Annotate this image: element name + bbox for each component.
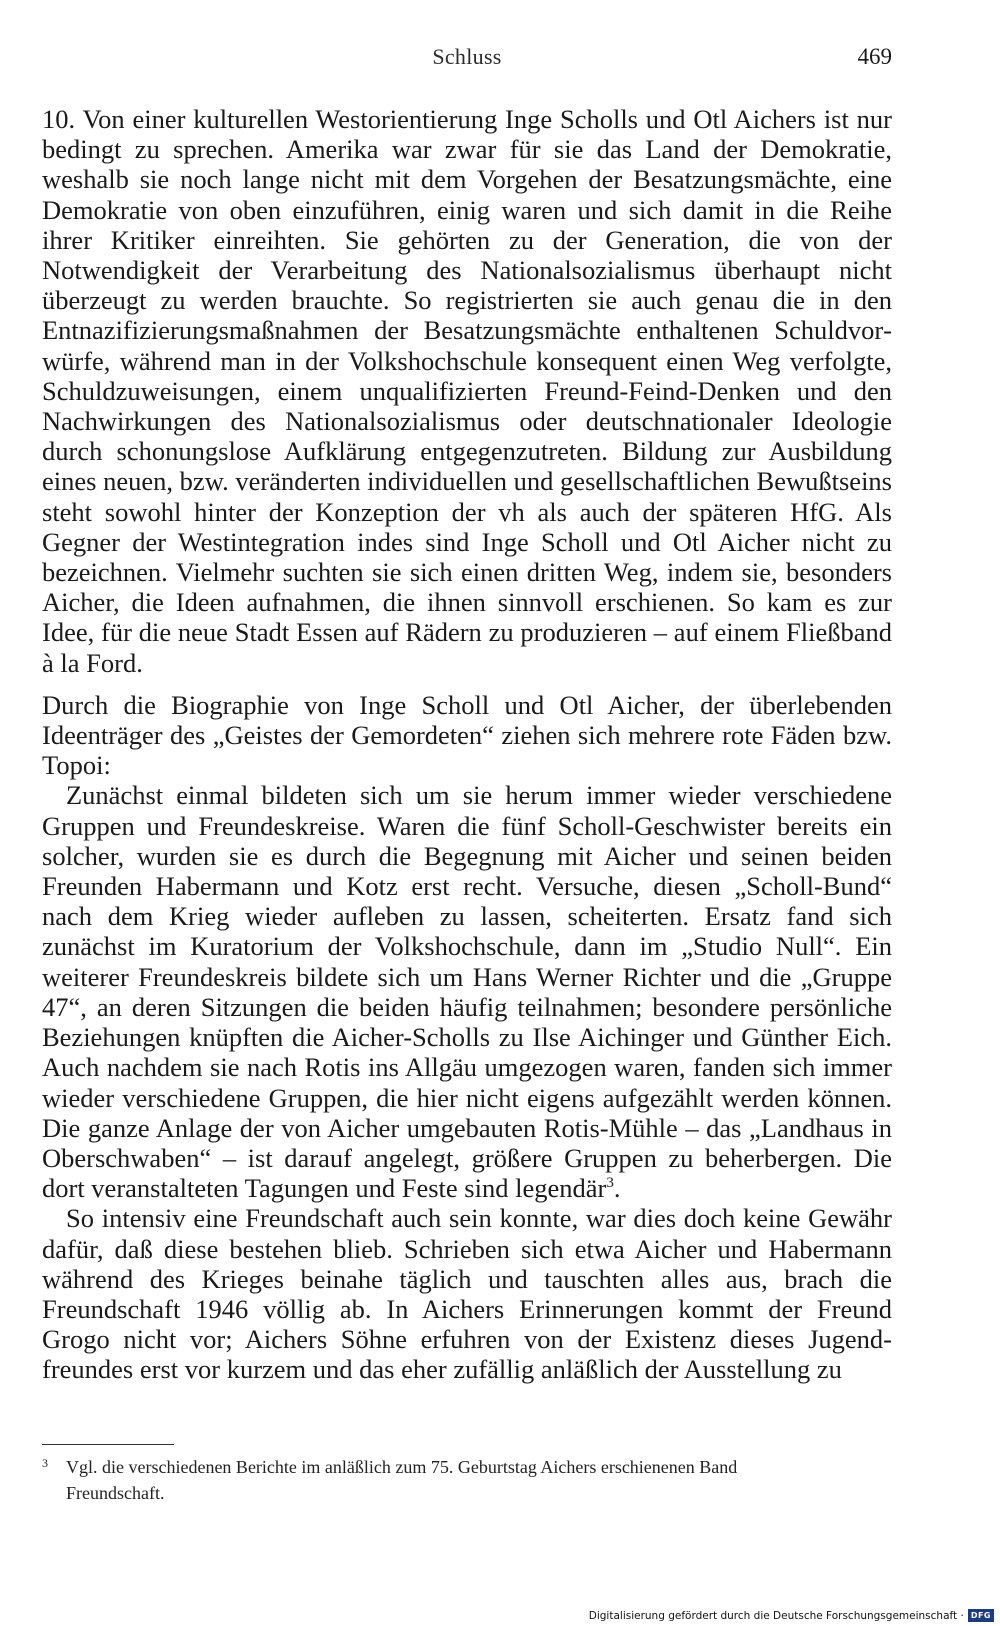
footnote-line-2: Freundschaft. bbox=[66, 1483, 165, 1503]
digitization-credit bbox=[589, 1609, 994, 1622]
page-number: 469 bbox=[857, 44, 892, 69]
footnote bbox=[42, 1454, 892, 1506]
paragraph-friend-groups-text: Zunächst einmal bildeten sich um sie herum immer wieder verschiedene Gruppen und Freundeskreise. Waren die fünf Scholl-Geschwister bereits ein solcher, wurden sie es durch die Begegnung mit Aicher und seinen beiden Freunden Habermann und Kotz erst recht. Versuche, diesen „Scholl-Bund“ nach dem Krieg wieder aufleben zu lassen, scheiterten. Ersatz fand sich zunächst im Kuratorium der Volkshochschule, dann im „Studio Null“. Ein weiterer Freundeskreis bildete sich um Hans Werner Richter und die „Gruppe 47“, an deren Sitzungen die beiden häufig teilnahmen; besondere persönliche Beziehungen knüpften die Aicher-Scholls zu Ilse Aichinger und Günther Eich. Auch nachdem sie nach Rotis ins Allgäu umgezogen waren, fanden sich immer wieder verschiedene Gruppen, die hier nicht eigens aufgezählt werden können. Die ganze Anlage der von Aicher umgebauten Rotis-Mühle – das „Landhaus in Oberschwaben“ – ist darauf angelegt, größere Gruppen zu beherbergen. Die dort veranstalteten Tagungen und Feste sind legendär bbox=[42, 780, 892, 1204]
footnote-reference[interactable]: 3 bbox=[606, 1175, 614, 1192]
paragraph-friendship: So intensiv eine Freundschaft auch sein konnte, war dies doch keine Gewähr dafür, daß diese bestehen blieb. Schrieben sich etwa Aicher und Habermann während des Krieges beinahe täglich und tauschten alles aus, brach die Freundschaft 1946 völlig ab. In Aichers Erinnerungen kommt der Freund Grogo nicht vor; Aichers Söhne erfuhren von der Existenz dieses Jugendfreundes erst vor kurzem und das eher zufällig anläßlich der Ausstellung zu bbox=[42, 1203, 892, 1385]
footnote-divider bbox=[42, 1444, 174, 1445]
footnote-text: Vgl. die verschiedenen Berichte im anläßlich zum 75. Geburtstag Aichers erschienenen Band bbox=[66, 1457, 738, 1477]
paragraph-conclusion-10: 10. Von einer kulturellen Westorientierung Inge Scholls und Otl Aichers ist nur bedingt zu sprechen. Amerika war zwar für sie das Land der Demokratie, weshalb sie noch lange nicht mit dem Vorgehen der Besatzungsmächte, eine Demokratie von oben einzuführen, einig waren und sich damit in die Reihe ihrer Kritiker einreihten. Sie gehörten zu der Generation, die von der Notwendigkeit der Verarbeitung des Nationalsozialismus überhaupt nicht überzeugt zu werden brauchte. So registrierten sie auch genau die in den Entnazifizierungsmaßnahmen der Besatzungsmächte enthaltenen Schuldvorwürfe, während man in der Volkshochschule konsequent einen Weg verfolgte, Schuldzuweisungen, einem unqualifizierten Freund-Feind-Denken und den Nachwirkungen des Nationalsozialismus oder deutschnationaler Ideologie durch schonungslose Aufklärung entgegenzutreten. Bildung zur Ausbildung eines neuen, bzw. veränderten individuellen und gesellschaftlichen Bewußtseins steht sowohl hinter der Konzeption der vh als auch der späteren HfG. Als Gegner der Westintegration indes sind Inge Scholl und Otl Aicher nicht zu bezeichnen. Vielmehr suchten sie sich einen dritten Weg, indem sie, besonders Aicher, die Ideen aufnahmen, die ihnen sinnvoll erschienen. So kam es zur Idee, für die neue Stadt Essen auf Rädern zu produzieren – auf einem Fließband à la Ford. bbox=[42, 104, 892, 678]
paragraph-biography-intro: Durch die Biographie von Inge Scholl und Otl Aicher, der überlebenden Ideenträger des „Geistes der Gemordeten“ ziehen sich mehrere rote Fäden bzw. Topoi: bbox=[42, 689, 892, 781]
running-head bbox=[42, 44, 892, 84]
dfg-logo-icon: DFG bbox=[968, 1609, 994, 1622]
paragraph-friend-groups-end: . bbox=[613, 1173, 621, 1204]
footnote-mark: 3 bbox=[42, 1456, 48, 1470]
running-title: Schluss bbox=[432, 44, 502, 69]
credit-text: Digitalisierung gefördert durch die Deutsche Forschungsgemeinschaft · bbox=[588, 1609, 964, 1622]
body-text bbox=[42, 104, 892, 1385]
paragraph-friend-groups bbox=[42, 780, 892, 1203]
footnote-line-1 bbox=[42, 1454, 892, 1480]
